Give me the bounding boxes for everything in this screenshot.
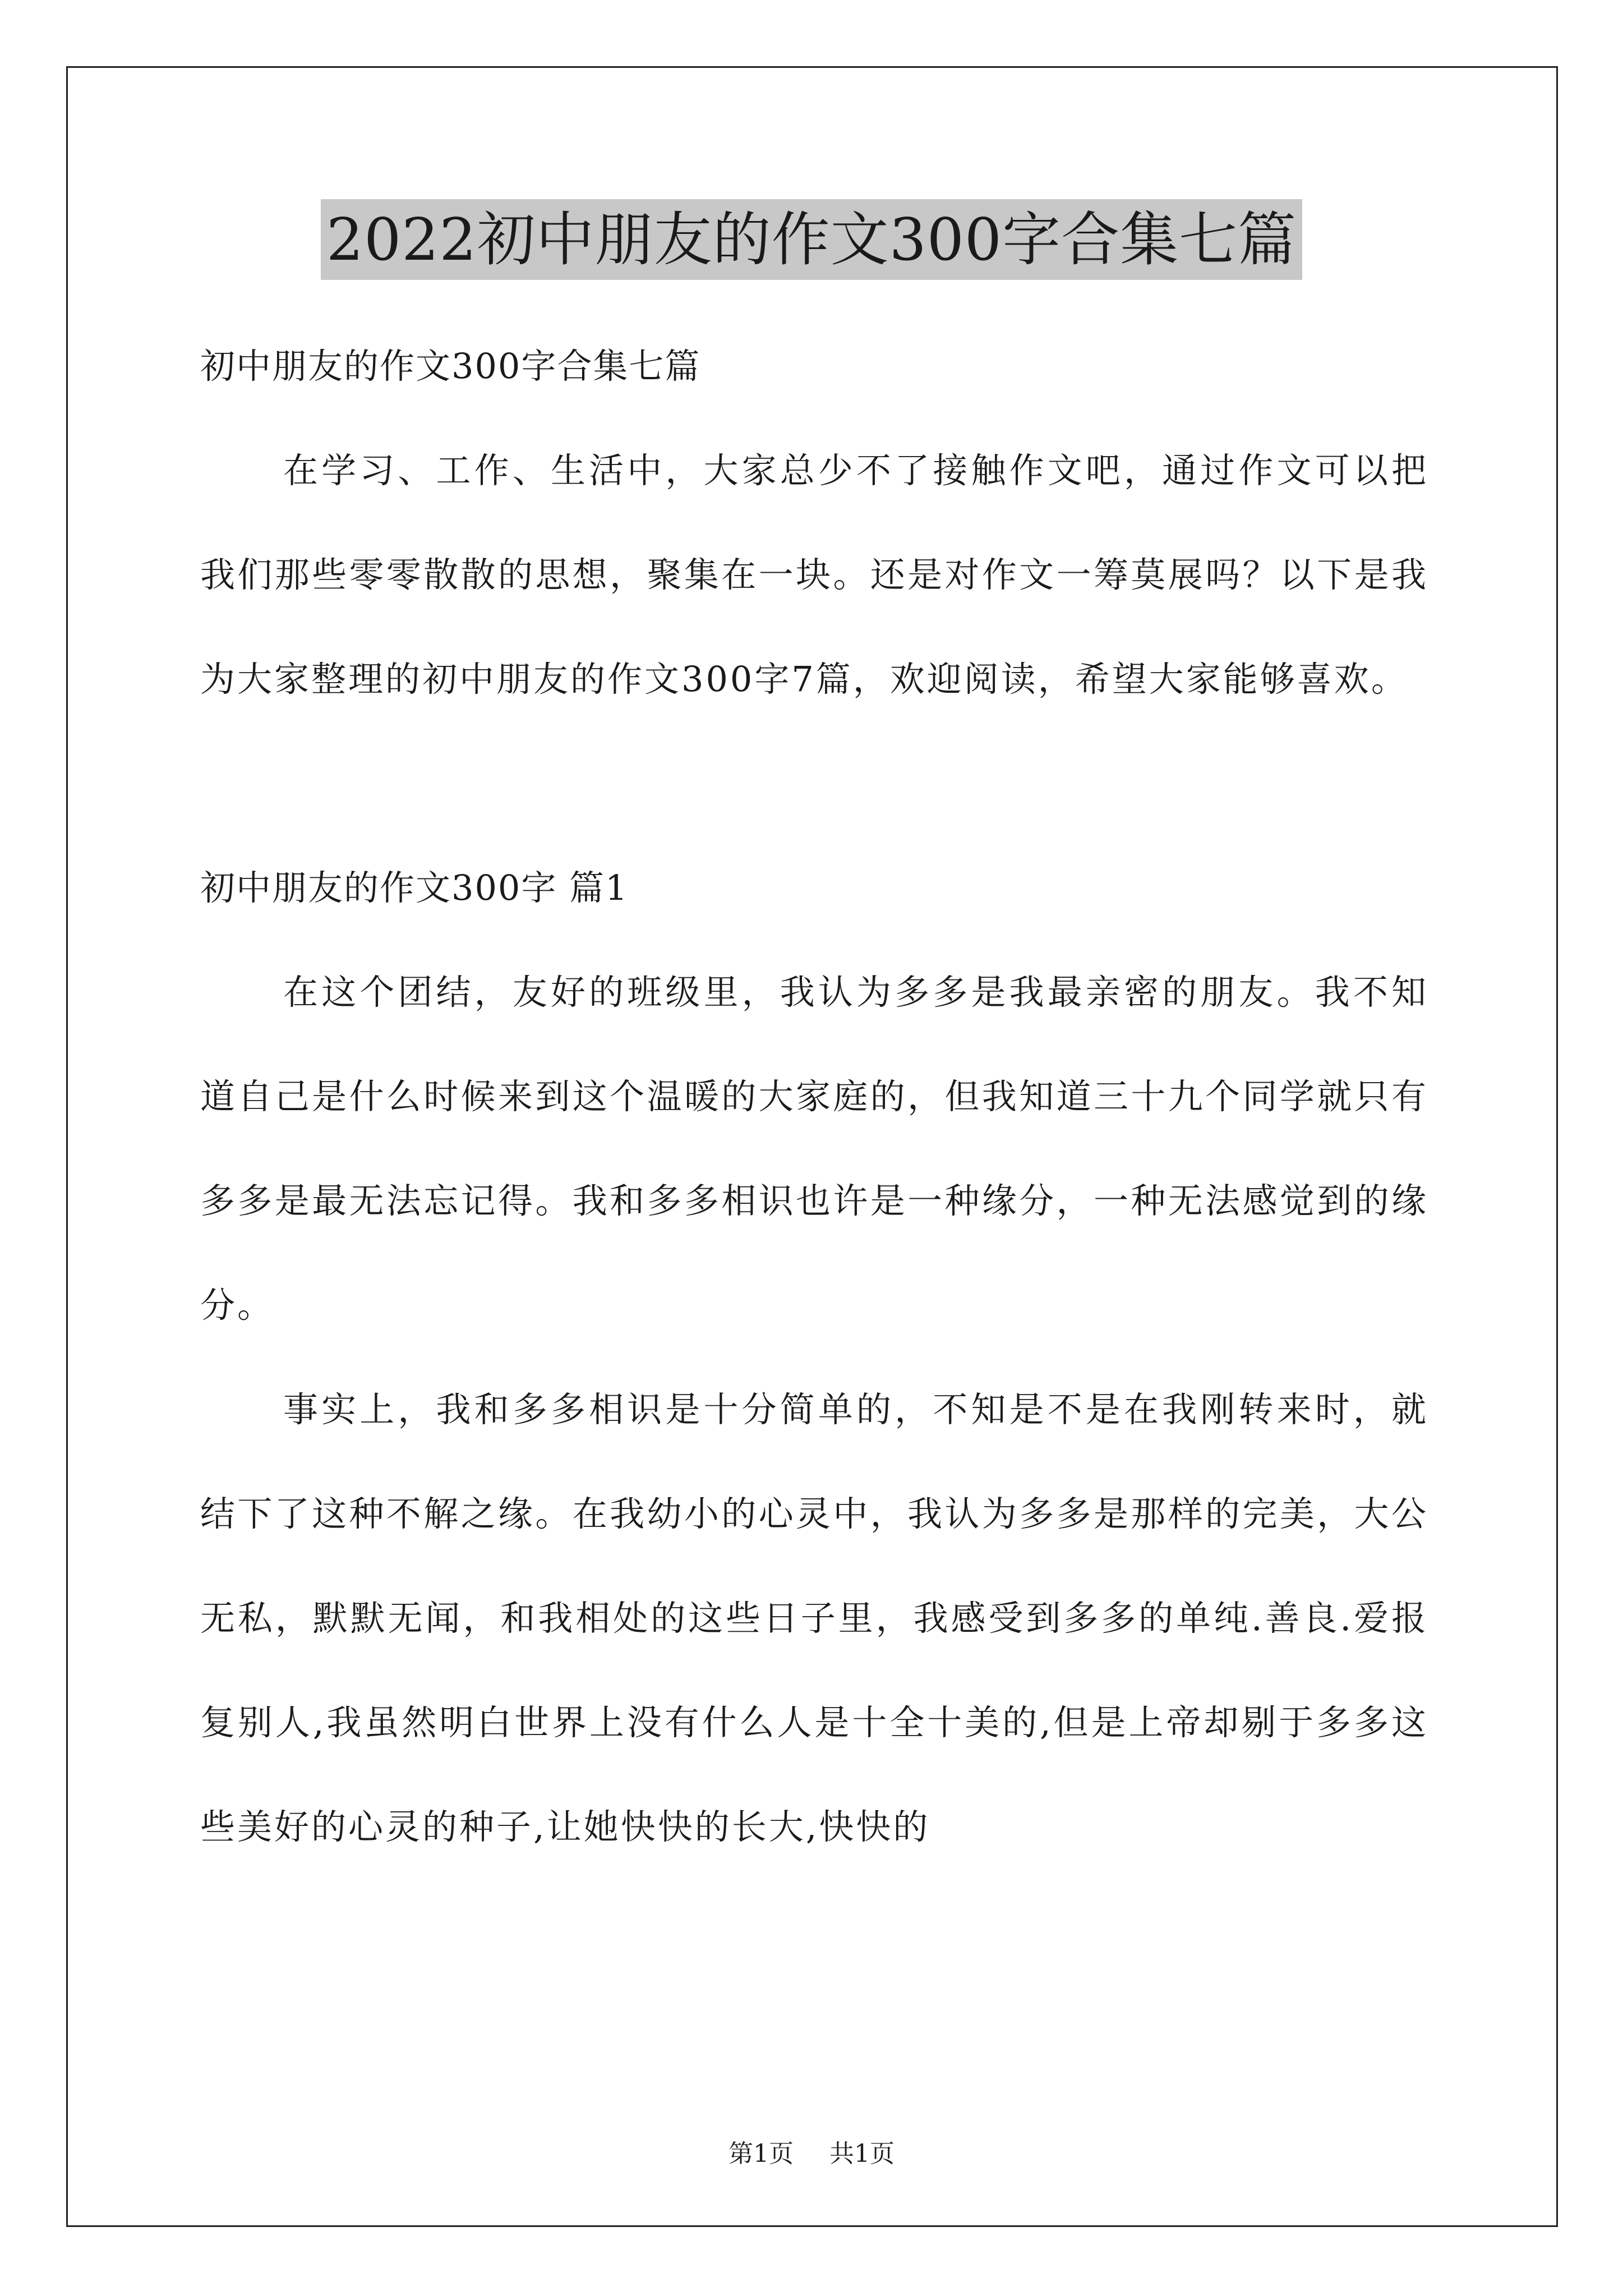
intro-paragraph: 在学习、工作、生活中，大家总少不了接触作文吧，通过作文可以把我们那些零零散散的思想，聚集在一块。还是对作文一筹莫展吗？以下是我为大家整理的初中朋友的作文300字7篇，欢迎阅读，希望大家能够喜欢。 (200, 450, 1428, 700)
title-container (0, 199, 1623, 280)
document-title: 2022初中朋友的作文300字合集七篇 (321, 199, 1302, 280)
page-footer (0, 2137, 1623, 2171)
document-subtitle: 初中朋友的作文300字合集七篇 (200, 346, 701, 386)
section-heading: 初中朋友的作文300字 篇1 (200, 867, 629, 908)
document-body (200, 314, 1428, 1879)
body-paragraph-1: 在这个团结，友好的班级里，我认为多多是我最亲密的朋友。我不知道自己是什么时候来到这个温暖的大家庭的，但我知道三十九个同学就只有多多是最无法忘记得。我和多多相识也许是一种缘分，一种无法感觉到的缘分。 (200, 972, 1428, 1326)
spacer (200, 731, 1428, 836)
page-total: 共1页 (829, 2139, 895, 2168)
page-number: 第1页 (728, 2139, 794, 2168)
body-paragraph-2: 事实上，我和多多相识是十分简单的，不知是不是在我刚转来时，就结下了这种不解之缘。在我幼小的心灵中，我认为多多是那样的完美，大公无私，默默无闻，和我相处的这些日子里，我感受到多多的单纯.善良.爱报复别人,我虽然明白世界上没有什么人是十全十美的,但是上帝却剔于多多这些美好的心灵的种子,让她快快的长大,快快的 (200, 1389, 1428, 1847)
